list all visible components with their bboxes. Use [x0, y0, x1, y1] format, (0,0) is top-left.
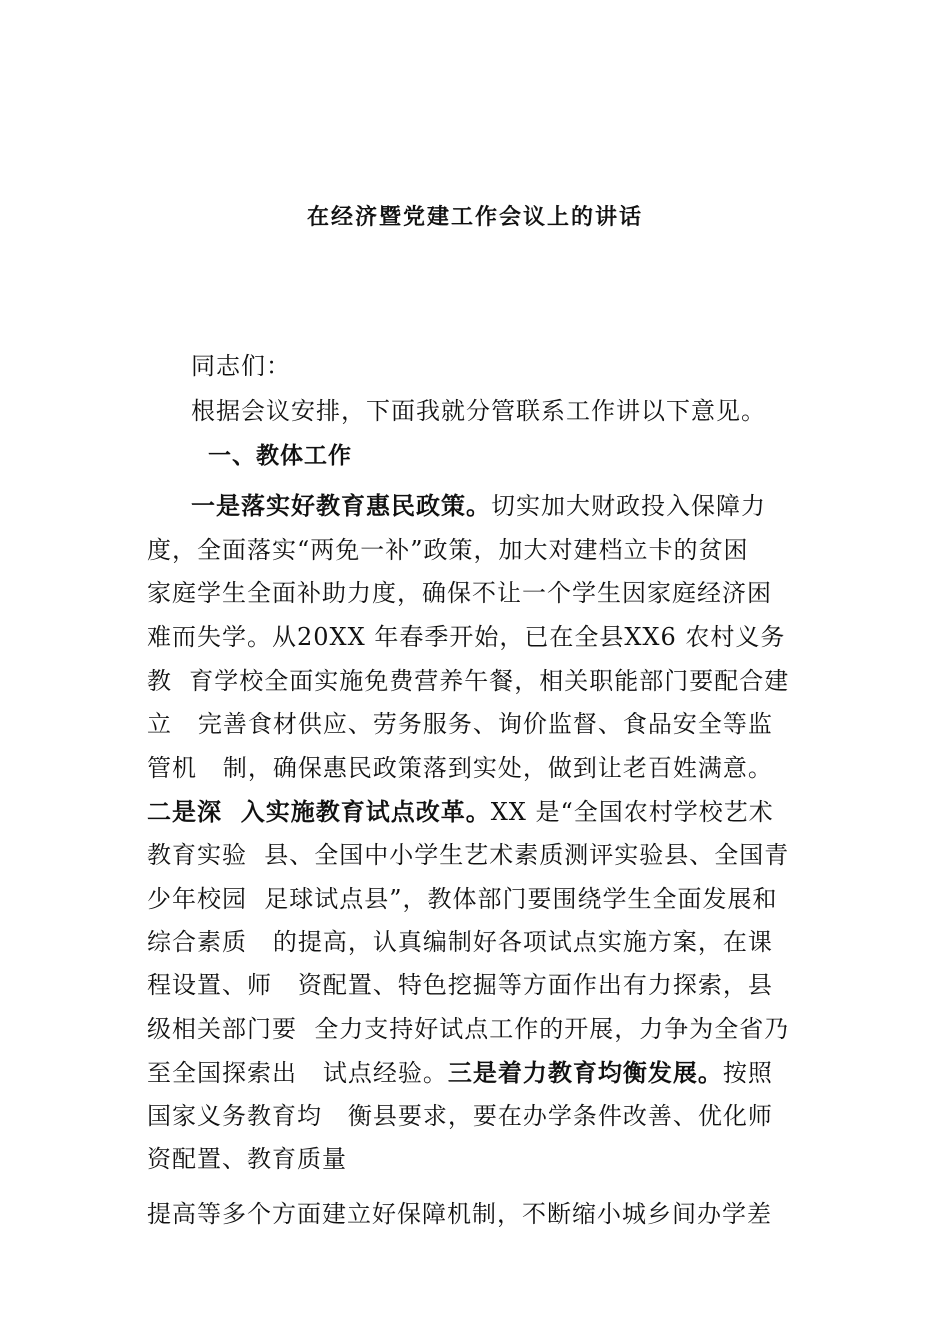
paragraph-line: 难而失学。从20XX 年春季开始，已在全县XX6 农村义务	[147, 623, 786, 651]
paragraph-line	[191, 491, 766, 521]
paragraph-line: 级相关部门要 全力支持好试点工作的开展，力争为全省乃	[147, 1015, 790, 1043]
body-text: 切实加大财政投入保障力	[491, 492, 766, 520]
body-text: 按照	[722, 1059, 773, 1087]
section-heading: 一、教体工作	[208, 443, 352, 469]
paragraph-line: 国家义务教育均 衡县要求，要在办学条件改善、优化师	[147, 1102, 773, 1130]
paragraph-line: 度，全面落实“两免一补”政策，加大对建档立卡的贫困	[147, 536, 749, 564]
intro-paragraph: 根据会议安排，下面我就分管联系工作讲以下意见。	[191, 397, 766, 425]
paragraph-line: 提高等多个方面建立好保障机制，不断缩小城乡间办学差	[147, 1200, 772, 1228]
emphasis-text: 三是着力教育均衡发展。	[447, 1059, 723, 1087]
paragraph-line: 家庭学生全面补助力度，确保不让一个学生因家庭经济困	[147, 579, 772, 607]
body-text: XX 是“全国农村学校艺术	[490, 798, 774, 826]
paragraph-line: 资配置、教育质量	[147, 1145, 347, 1173]
emphasis-text: 一是落实好教育惠民政策。	[191, 492, 491, 520]
paragraph-line: 立 完善食材供应、劳务服务、询价监督、食品安全等监	[147, 710, 773, 738]
paragraph-line: 教育实验 县、全国中小学生艺术素质测评实验县、全国青	[147, 841, 790, 869]
paragraph-line: 综合素质 的提高，认真编制好各项试点实施方案，在课	[147, 928, 773, 956]
paragraph-line	[147, 1058, 773, 1088]
paragraph-line: 少年校园 足球试点县”，教体部门要围绕学生全面发展和	[147, 885, 778, 913]
greeting: 同志们：	[191, 352, 291, 380]
emphasis-text: 二是深 入实施教育试点改革。	[147, 798, 491, 826]
paragraph-line: 程设置、师 资配置、特色挖掘等方面作出有力探索，县	[147, 971, 773, 999]
paragraph-line	[147, 797, 774, 827]
paragraph-line: 管机 制，确保惠民政策落到实处，做到让老百姓满意。	[147, 754, 773, 782]
body-text: 至全国探索出 试点经验。	[147, 1059, 448, 1087]
paragraph-line: 教 育学校全面实施免费营养午餐，相关职能部门要配合建	[147, 667, 790, 695]
page-title: 在经济暨党建工作会议上的讲话	[306, 205, 643, 230]
